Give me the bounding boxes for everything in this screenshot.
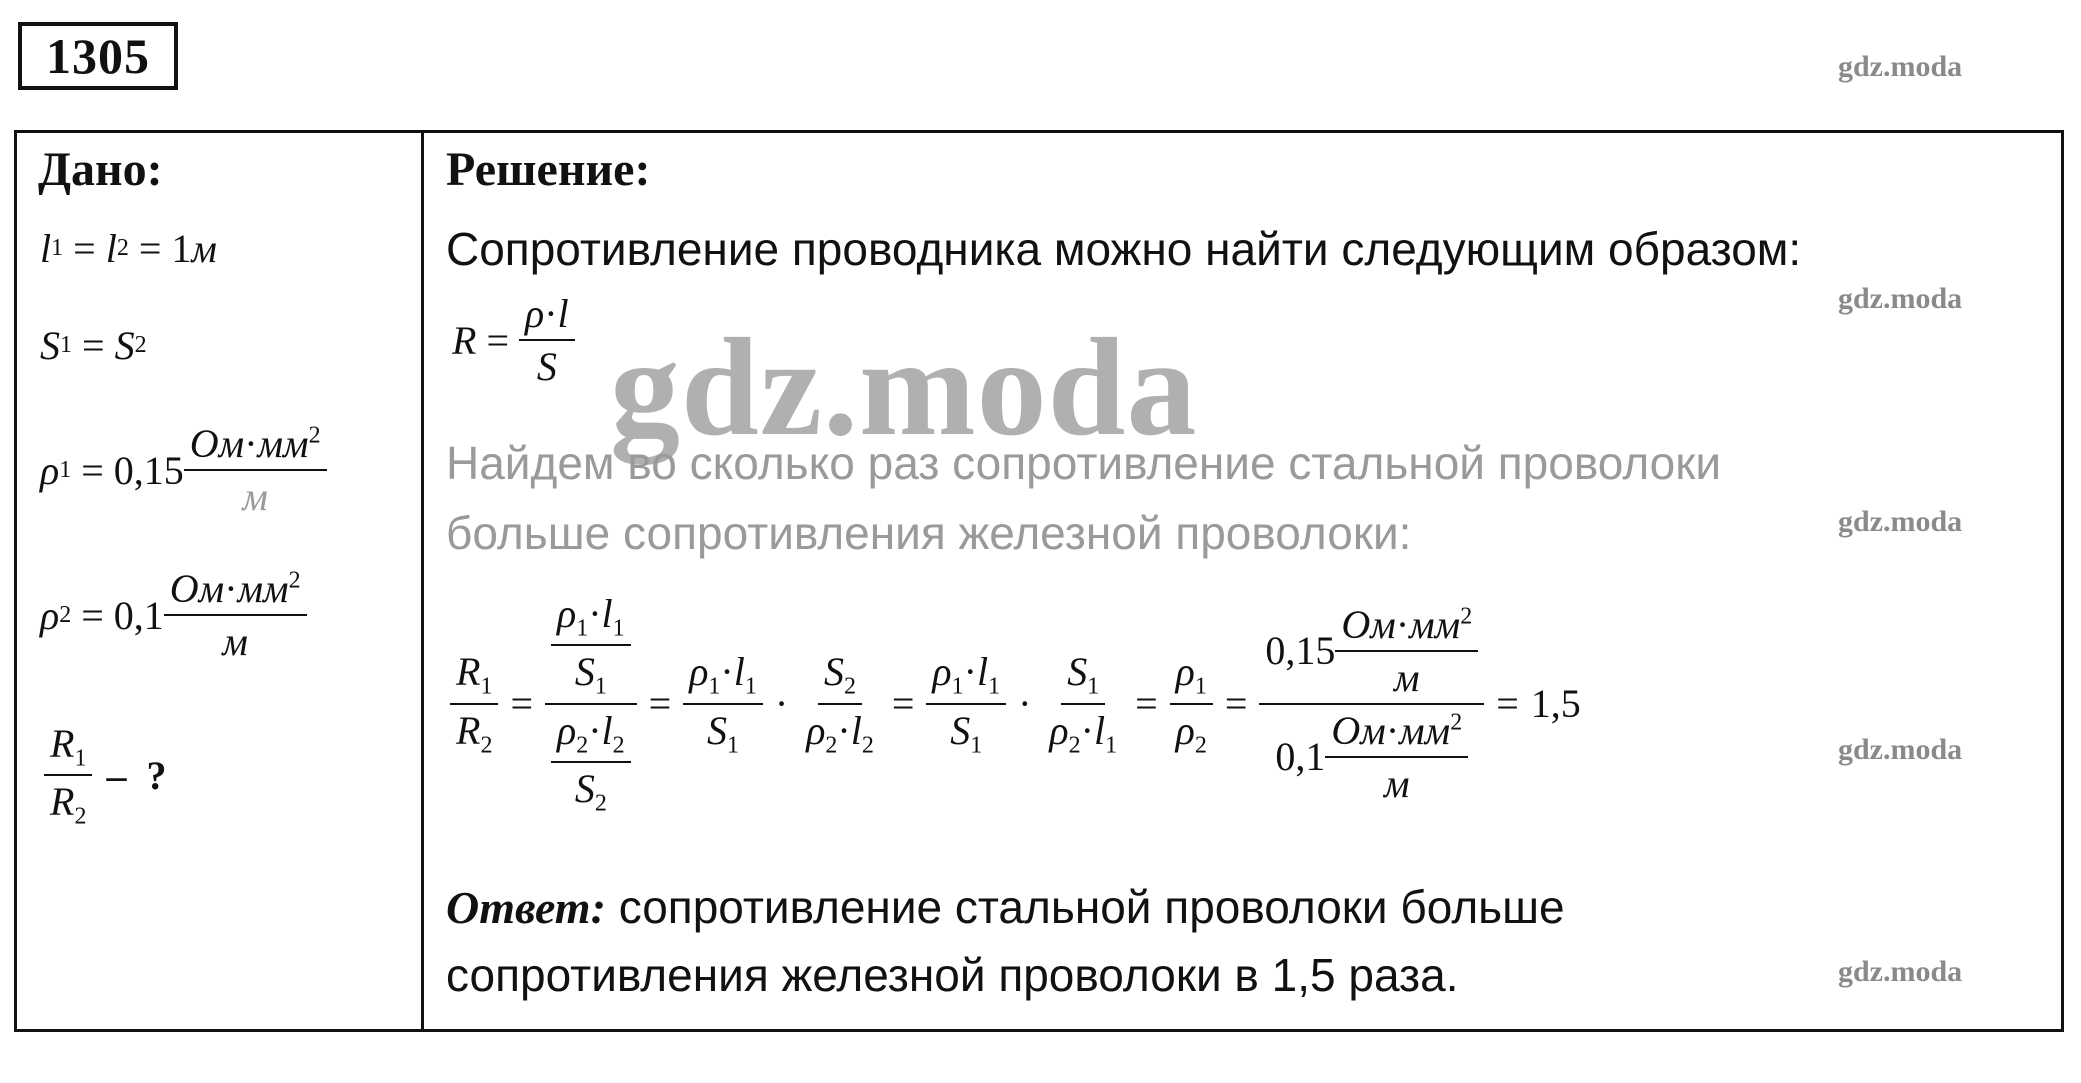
- given-length: l 1 = l 2 = 1 м: [40, 226, 217, 271]
- formula-resistance: R = $\frac{\rho\cdot l}{S}$: [452, 290, 575, 390]
- watermark-small: gdz.moda: [1838, 955, 1963, 988]
- watermark-small: gdz.moda: [1838, 282, 1963, 315]
- given-resistivity-1: ρ 1 = 0,15 $\frac{Ом\cdot мм^2}{м}$: [40, 420, 327, 520]
- watermark-big: gdz.moda: [610, 310, 1198, 465]
- result-value: 1,5: [1530, 681, 1581, 727]
- ratio-derivation: $\frac{R_1}{R_2}$ = $\frac{\frac{\rho_1\cdot l_1}{S_1}}{\frac{\rho_2\cdot l_2}{S_2}}$ = $\frac{\rho_1\cdot l_1}{S_1}$ · $\frac{S_2}{\rho_2\cdot l_2}$ = $\frac{\rho_1\cdot l_1}{S_1}$ · $\frac{S_1}{\rho_2\cdot l_1}$ = $\frac{\rho_1}{\rho_2}$ = 0,15 $\frac{Ом\cdot мм^2}{м}$ 0,1 $\frac{Ом\cdot мм^2}{м}$ = 1,5: [450, 590, 1581, 818]
- answer-label: Ответ:: [446, 882, 606, 933]
- given-area: S 1 = S 2: [40, 323, 147, 368]
- given-resistivity-2: ρ 2 = 0,1 $\frac{Ом\cdot мм^2}{м}$: [40, 565, 307, 665]
- column-divider: [421, 130, 424, 1032]
- solution-heading: Решение:: [446, 143, 651, 196]
- answer-text-1: сопротивление стальной проволоки больше: [618, 881, 1565, 933]
- answer-line-2: сопротивления железной проволоки в 1,5 раза.: [446, 949, 1459, 1001]
- problem-number: 1305: [18, 22, 178, 90]
- watermark-small: gdz.moda: [1838, 505, 1963, 538]
- watermark-small: gdz.moda: [1838, 50, 1963, 83]
- answer-line-1: [446, 880, 1565, 935]
- solution-line-1: Сопротивление проводника можно найти следующим образом:: [446, 223, 1802, 275]
- watermark-small: gdz.moda: [1838, 733, 1963, 766]
- given-heading: Дано:: [38, 143, 163, 196]
- solution-line-2: Найдем во сколько раз сопротивление стальной проволоки: [446, 437, 1722, 489]
- solution-line-3: больше сопротивления железной проволоки:: [446, 507, 1412, 559]
- given-unknown: $\frac{R_1}{R_2}$ – ?: [44, 720, 166, 831]
